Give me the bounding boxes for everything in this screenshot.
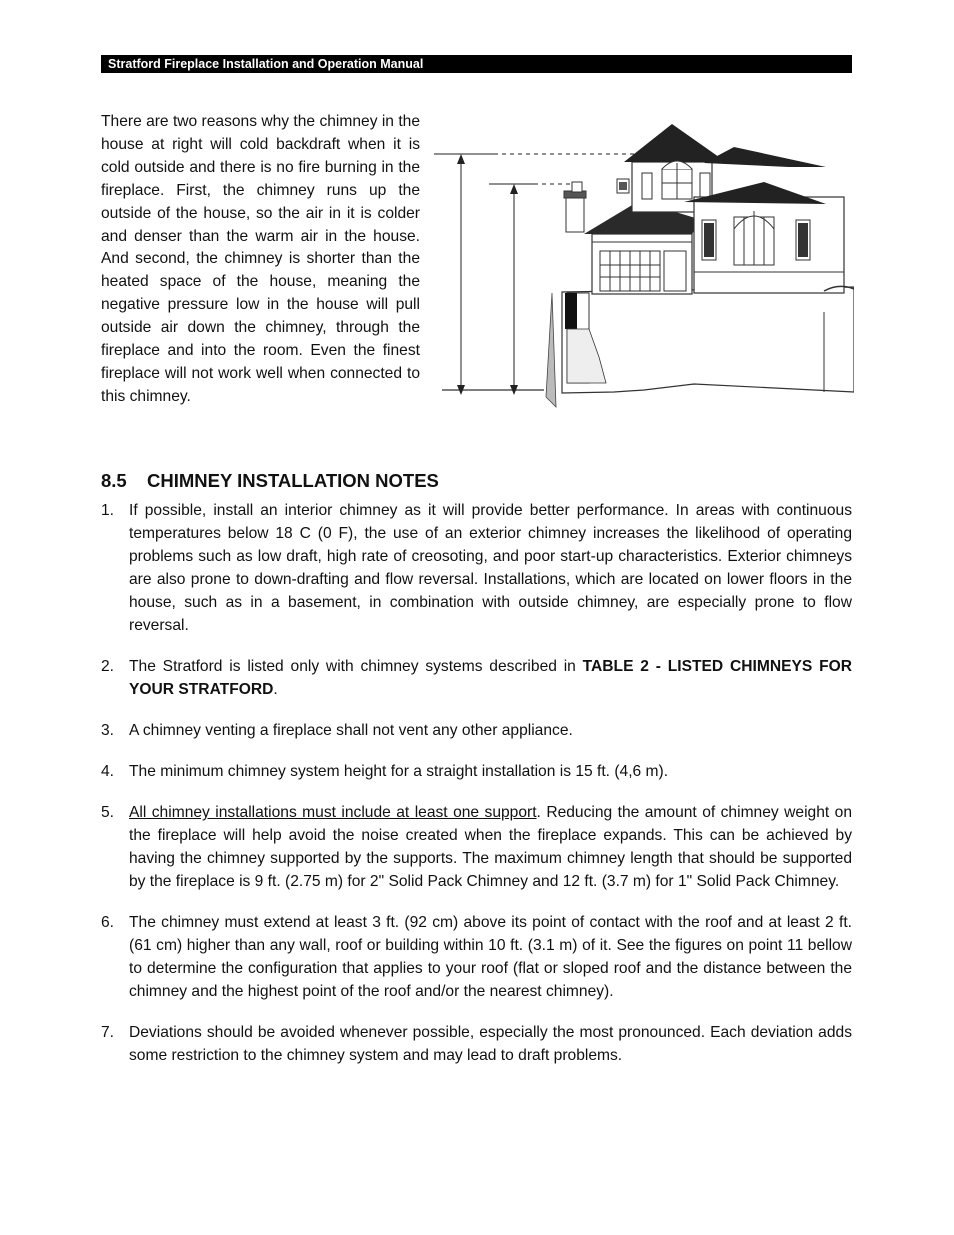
- note-5-rest: . Reducing the amount of chimney weight on the fireplace will help avoid the noise created when the fireplace expands. This can be achieved by having the chimney supported by the supports. The maximum chimney length that should be supported by the fireplace is 9 ft. (2.75 m) for 2" Solid Pack Chimney and 12 ft. (3.7 m) for 1" Solid Pack Chimney.: [129, 804, 852, 890]
- installation-notes-list: [101, 500, 852, 1086]
- list-item-text: Deviations should be avoided whenever possible, especially the most pronounced. Each deviation adds some restriction to the chimney system and may lead to draft problems.: [129, 1024, 852, 1064]
- list-item-text: The minimum chimney system height for a straight installation is 15 ft. (4,6 m).: [129, 763, 669, 781]
- note-2-suffix: .: [273, 680, 278, 698]
- list-item-text: A chimney venting a fireplace shall not vent any other appliance.: [129, 721, 573, 739]
- list-item-number: 1.: [101, 502, 115, 519]
- list-item-number: 6.: [101, 914, 115, 932]
- list-item: [101, 656, 852, 702]
- house-chimney-illustration: [434, 107, 854, 417]
- section-number: 8.5: [101, 470, 127, 491]
- list-item: [101, 802, 852, 894]
- list-item-number: 4.: [101, 763, 115, 781]
- list-item: [101, 1022, 852, 1068]
- list-item-text: If possible, install an interior chimney as it will provide better performance. In areas with continuous temperatures below 18 C (0 F), the use of an exterior chimney increases the likelihood of operating problems such as low draft, high rate of creosoting, and poor start-up characteristics. Exterior chimneys are also prone to down-drafting and flow reversal. Installations, which are located on lower floors in the house, such as in a basement, in combination with outside chimney, are especially prone to flow reversal.: [129, 502, 852, 634]
- intro-paragraph: There are two reasons why the chimney in the house at right will cold backdraft when it is cold outside and there is no fire burning in the fireplace. First, the chimney runs up the outside of the house, so the air in it is colder and denser than the warm air in the house. And second, the chimney is shorter than the heated space of the house, meaning the negative pressure low in the house will pull outside air down the chimney, through the fireplace and into the room. Even the finest fireplace will not work well when connected to this chimney.: [101, 113, 420, 405]
- list-item-number: 7.: [101, 1024, 115, 1042]
- list-item: [101, 720, 852, 743]
- list-item: [101, 761, 852, 784]
- list-item-number: 5.: [101, 804, 115, 822]
- document-header: Stratford Fireplace Installation and Operation Manual: [101, 55, 852, 73]
- list-item-text: [129, 802, 852, 894]
- note-2-prefix: The Stratford is listed only with chimney systems described in: [129, 657, 583, 675]
- list-item-text: The chimney must extend at least 3 ft. (92 cm) above its point of contact with the roof and at least 2 ft. (61 cm) higher than any wall, roof or building within 10 ft. (3.1 m) of it. See the figures on point 11 bellow to determine the configuration that applies to your roof (flat or sloped roof and the distance between the chimney and the highest point of the roof and/or the nearest chimney).: [129, 914, 852, 1000]
- section-title-text: CHIMNEY INSTALLATION NOTES: [147, 470, 439, 491]
- support-requirement: All chimney installations must include at least one support: [129, 804, 537, 822]
- section-heading: [101, 468, 439, 494]
- table-reference: TABLE 2 - LISTED CHIMNEYS FOR YOUR STRATFORD: [129, 657, 852, 698]
- list-item-text: [129, 656, 852, 702]
- list-item-number: 2.: [101, 657, 115, 675]
- list-item: [101, 912, 852, 1004]
- list-item: [101, 500, 852, 637]
- list-item-number: 3.: [101, 721, 115, 739]
